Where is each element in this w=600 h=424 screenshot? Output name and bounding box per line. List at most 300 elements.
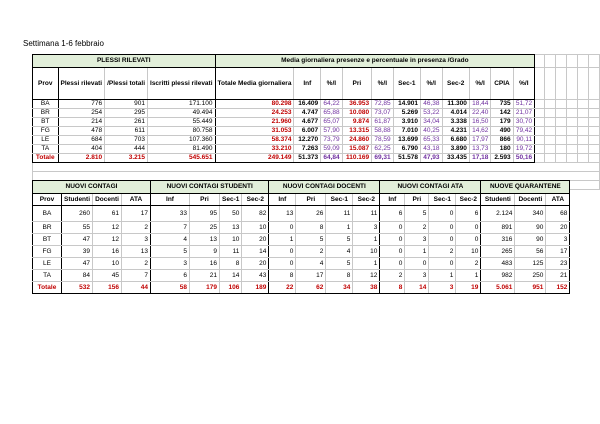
table-row (33, 270, 570, 282)
group-header-2: NUOVI CONTAGI DOCENTI (269, 181, 380, 194)
data-cell: 17 (296, 270, 326, 282)
data-cell: 13.315 (342, 127, 371, 136)
empty-cell (545, 154, 556, 163)
data-cell: 6 (151, 270, 190, 282)
group-header-4: NUOVE QUARANTENE (481, 181, 570, 194)
data-cell: 50 (220, 206, 242, 222)
contagi-group-row (33, 181, 570, 194)
data-cell: 43,18 (420, 145, 442, 154)
header-cell: %/I (469, 68, 491, 100)
data-cell: 47 (62, 258, 93, 270)
data-cell: 340 (515, 206, 546, 222)
data-cell: 152 (546, 282, 570, 294)
data-cell: 3 (353, 222, 380, 234)
data-cell: 7 (151, 222, 190, 234)
data-cell: 545.651 (148, 154, 216, 163)
data-cell: 21 (190, 270, 220, 282)
empty-cell (535, 154, 545, 163)
header-cell: Sec-1 (220, 194, 242, 206)
data-cell: 40,25 (420, 127, 442, 136)
empty-cell (578, 118, 589, 127)
data-cell: 17 (546, 246, 570, 258)
empty-cell (567, 109, 578, 118)
data-cell: 55 (62, 222, 93, 234)
data-cell: 2 (122, 258, 151, 270)
table-row (33, 246, 570, 258)
data-cell: 1 (353, 234, 380, 246)
row-label: BT (33, 118, 59, 127)
data-cell: 16 (93, 246, 122, 258)
data-cell: 3 (546, 234, 570, 246)
data-cell: 0 (456, 234, 481, 246)
empty-cell (556, 68, 567, 100)
empty-cell (588, 109, 599, 118)
data-cell: 4.747 (294, 109, 321, 118)
data-cell: 61,87 (372, 118, 394, 127)
data-cell: 82 (242, 206, 269, 222)
data-cell: 0 (269, 258, 296, 270)
data-cell: 62 (296, 282, 326, 294)
header-cell: Iscritti plessi rilevati (148, 68, 216, 100)
empty-cell (588, 118, 599, 127)
data-cell: 23 (546, 258, 570, 270)
data-cell: 4.231 (442, 127, 469, 136)
data-cell: 3 (405, 234, 429, 246)
data-cell: 61 (93, 206, 122, 222)
empty-cell (578, 100, 589, 109)
data-cell: 901 (105, 100, 148, 109)
empty-cell (556, 145, 567, 154)
data-cell: 982 (481, 270, 515, 282)
header-cell: Sec-1 (326, 194, 353, 206)
data-cell: 31.053 (215, 127, 294, 136)
data-cell: 11 (220, 246, 242, 258)
data-cell: 58 (151, 282, 190, 294)
data-cell: 8 (380, 282, 405, 294)
data-cell: 68 (546, 206, 570, 222)
data-cell: 4 (151, 234, 190, 246)
empty-cell (535, 68, 545, 100)
data-cell: 12 (93, 222, 122, 234)
table-row (33, 100, 600, 109)
data-cell: 14,62 (469, 127, 491, 136)
presenze-table (32, 54, 600, 190)
data-cell: 49.494 (148, 109, 216, 118)
data-cell: 13 (220, 222, 242, 234)
data-cell: 22,40 (469, 109, 491, 118)
table-row (33, 206, 570, 222)
row-label: TA (33, 270, 62, 282)
header-cell: CPIA (491, 68, 513, 100)
header-cell: Pri (296, 194, 326, 206)
media-presenze-header: Media giornaliera presenze e percentuale in presenza /Grado (215, 55, 535, 68)
header-cell: %/I (513, 68, 535, 100)
empty-cell (535, 109, 545, 118)
data-cell: 47,93 (420, 154, 442, 163)
empty-cell (578, 109, 589, 118)
data-cell: 90 (515, 222, 546, 234)
data-cell: 65,33 (420, 136, 442, 145)
data-cell: 44 (122, 282, 151, 294)
data-cell: 0 (429, 222, 456, 234)
data-cell: 4 (296, 258, 326, 270)
data-cell: 0 (456, 222, 481, 234)
empty-cell (545, 127, 556, 136)
data-cell: 65,88 (321, 109, 343, 118)
data-cell: 17,18 (469, 154, 491, 163)
header-cell: %/I (420, 68, 442, 100)
contagi-header-row (33, 194, 570, 206)
data-cell: 0 (429, 234, 456, 246)
data-cell: 6.680 (442, 136, 469, 145)
data-cell: 107.360 (148, 136, 216, 145)
empty-cell (545, 68, 556, 100)
data-cell: 21,07 (513, 109, 535, 118)
data-cell: 19 (456, 282, 481, 294)
data-cell: 30,70 (513, 118, 535, 127)
data-cell: 3.910 (393, 118, 420, 127)
data-cell: 0 (380, 222, 405, 234)
header-cell: Inf (151, 194, 190, 206)
data-cell: 26 (296, 206, 326, 222)
data-cell: 1 (326, 222, 353, 234)
data-cell: 250 (515, 270, 546, 282)
header-cell: Studenti (62, 194, 93, 206)
data-cell: 295 (105, 109, 148, 118)
data-cell: 33 (151, 206, 190, 222)
data-cell: 9.874 (342, 118, 371, 127)
data-cell: 12.270 (294, 136, 321, 145)
plessi-rilevati-header: PLESSI RILEVATI (33, 55, 216, 68)
data-cell: 19,72 (513, 145, 535, 154)
data-cell: 12 (353, 270, 380, 282)
data-cell: 0 (269, 246, 296, 258)
header-cell: Pri (342, 68, 371, 100)
data-cell: 8 (296, 222, 326, 234)
data-cell: 90,11 (513, 136, 535, 145)
row-label: BA (33, 100, 59, 109)
empty-cell (545, 118, 556, 127)
data-cell: 5.269 (393, 109, 420, 118)
header-cell: ATA (546, 194, 570, 206)
data-cell: 55.449 (148, 118, 216, 127)
data-cell: 684 (58, 136, 105, 145)
data-cell: 33.210 (215, 145, 294, 154)
data-cell: 2.593 (491, 154, 513, 163)
data-cell: 6.790 (393, 145, 420, 154)
header-cell: Sec-2 (456, 194, 481, 206)
empty-cell (588, 100, 599, 109)
header-cell: %/I (372, 68, 394, 100)
data-cell: 8 (269, 270, 296, 282)
data-cell: 2 (296, 246, 326, 258)
data-cell: 5 (326, 258, 353, 270)
data-cell: 13.699 (393, 136, 420, 145)
data-cell: 0 (429, 206, 456, 222)
empty-cell (578, 127, 589, 136)
empty-cell (588, 136, 599, 145)
data-cell: 12 (93, 234, 122, 246)
empty-cell (535, 136, 545, 145)
empty-cell (567, 68, 578, 100)
data-cell: 21.960 (215, 118, 294, 127)
data-cell: 73,79 (321, 136, 343, 145)
data-cell: 34 (326, 282, 353, 294)
row-label: BT (33, 234, 62, 246)
data-cell: 43 (242, 270, 269, 282)
data-cell: 180 (491, 145, 513, 154)
data-cell: 5 (296, 234, 326, 246)
data-cell: 4.014 (442, 109, 469, 118)
data-cell: 260 (62, 206, 93, 222)
data-cell: 18,44 (469, 100, 491, 109)
data-cell: 16 (190, 258, 220, 270)
data-cell: 3.890 (442, 145, 469, 154)
data-cell: 13 (190, 234, 220, 246)
table-row (33, 258, 570, 270)
data-cell: 891 (481, 222, 515, 234)
data-cell: 0 (429, 258, 456, 270)
data-cell: 189 (242, 282, 269, 294)
data-cell: 47 (62, 234, 93, 246)
header-cell: Studenti (481, 194, 515, 206)
data-cell: 214 (58, 118, 105, 127)
header-cell: /Plessi totali (105, 68, 148, 100)
data-cell: 62,25 (372, 145, 394, 154)
empty-cell (535, 100, 545, 109)
data-cell: 13 (269, 206, 296, 222)
data-cell: 16.409 (294, 100, 321, 109)
data-cell: 56 (515, 246, 546, 258)
header-cell: Totale Media giornaliera (215, 68, 294, 100)
table-row (33, 222, 570, 234)
header-cell: Prov (33, 68, 59, 100)
data-cell: 20 (242, 258, 269, 270)
data-cell: 22 (269, 282, 296, 294)
data-cell: 6 (380, 206, 405, 222)
header-cell: ATA (122, 194, 151, 206)
data-cell: 2 (429, 246, 456, 258)
header-cell: Pri (190, 194, 220, 206)
empty-cell (588, 68, 599, 100)
data-cell: 79,42 (513, 127, 535, 136)
data-cell: 2 (405, 222, 429, 234)
data-cell: 65,07 (321, 118, 343, 127)
empty-cell (578, 154, 589, 163)
table-row (33, 282, 570, 294)
data-cell: 2 (122, 222, 151, 234)
data-cell: 14.901 (393, 100, 420, 109)
data-cell: 51,72 (513, 100, 535, 109)
data-cell: 179 (190, 282, 220, 294)
table-row (33, 234, 570, 246)
data-cell: 125 (515, 258, 546, 270)
empty-cell (556, 109, 567, 118)
empty-cell (535, 127, 545, 136)
data-cell: 36.953 (342, 100, 371, 109)
group-header-3: NUOVI CONTAGI ATA (380, 181, 481, 194)
data-cell: 3.215 (105, 154, 148, 163)
data-cell: 106 (220, 282, 242, 294)
data-cell: 8 (220, 258, 242, 270)
data-cell: 7.010 (393, 127, 420, 136)
data-cell: 1 (429, 270, 456, 282)
data-cell: 2 (456, 258, 481, 270)
table-row (33, 145, 600, 154)
empty-cell (545, 100, 556, 109)
empty-cell (535, 118, 545, 127)
data-cell: 9 (190, 246, 220, 258)
data-cell: 6 (456, 206, 481, 222)
data-cell: 58.374 (215, 136, 294, 145)
data-cell: 10 (242, 222, 269, 234)
data-cell: 316 (481, 234, 515, 246)
row-label: BA (33, 206, 62, 222)
data-cell: 34,04 (420, 118, 442, 127)
data-cell: 866 (491, 136, 513, 145)
data-cell: 8 (326, 270, 353, 282)
data-cell: 5 (151, 246, 190, 258)
empty-cell (556, 118, 567, 127)
row-label: Totale (33, 282, 62, 294)
data-cell: 7.263 (294, 145, 321, 154)
data-cell: 478 (58, 127, 105, 136)
empty-cell (578, 136, 589, 145)
data-cell: 11 (326, 206, 353, 222)
data-cell: 735 (491, 100, 513, 109)
data-cell: 0 (405, 258, 429, 270)
data-cell: 21 (546, 270, 570, 282)
sheet-title: Settimana 1-6 febbraio (23, 39, 104, 48)
empty-cell (545, 136, 556, 145)
data-cell: 14 (242, 246, 269, 258)
table-row (33, 127, 600, 136)
data-cell: 2.124 (481, 206, 515, 222)
data-cell: 58,88 (372, 127, 394, 136)
data-cell: 4 (326, 246, 353, 258)
data-cell: 0 (380, 258, 405, 270)
data-cell: 46,38 (420, 100, 442, 109)
data-cell: 11.300 (442, 100, 469, 109)
data-cell: 20 (242, 234, 269, 246)
row-label: BR (33, 109, 59, 118)
empty-cell (567, 118, 578, 127)
data-cell: 17 (122, 206, 151, 222)
header-cell: Docenti (515, 194, 546, 206)
data-cell: 69,31 (372, 154, 394, 163)
data-cell: 64,22 (321, 100, 343, 109)
data-cell: 51.578 (393, 154, 420, 163)
table-row (33, 154, 600, 163)
row-label: TA (33, 145, 59, 154)
data-cell: 6.007 (294, 127, 321, 136)
data-cell: 50,16 (513, 154, 535, 163)
data-cell: 7 (122, 270, 151, 282)
data-cell: 39 (62, 246, 93, 258)
row-label: LE (33, 258, 62, 270)
data-cell: 80.298 (215, 100, 294, 109)
empty-cell (535, 145, 545, 154)
group-header-1: NUOVI CONTAGI STUDENTI (151, 181, 269, 194)
data-cell: 1 (405, 246, 429, 258)
data-cell: 4.677 (294, 118, 321, 127)
group-header-0: NUOVI CONTAGI (33, 181, 151, 194)
header-cell: Sec-2 (242, 194, 269, 206)
data-cell: 444 (105, 145, 148, 154)
data-cell: 81.490 (148, 145, 216, 154)
data-cell: 33.435 (442, 154, 469, 163)
data-cell: 110.169 (342, 154, 371, 163)
empty-cell (567, 154, 578, 163)
empty-cell (567, 136, 578, 145)
data-cell: 532 (62, 282, 93, 294)
data-cell: 57,90 (321, 127, 343, 136)
table-row (33, 136, 600, 145)
row-label: LE (33, 136, 59, 145)
data-cell: 72,85 (372, 100, 394, 109)
data-cell: 3 (405, 270, 429, 282)
row-label: FG (33, 246, 62, 258)
header-cell: Inf (294, 68, 321, 100)
data-cell: 64,84 (321, 154, 343, 163)
data-cell: 13,73 (469, 145, 491, 154)
empty-cell (588, 154, 599, 163)
empty-cell (567, 127, 578, 136)
data-cell: 1 (269, 234, 296, 246)
data-cell: 254 (58, 109, 105, 118)
data-cell: 90 (515, 234, 546, 246)
data-cell: 10 (456, 246, 481, 258)
empty-cell (578, 68, 589, 100)
data-cell: 404 (58, 145, 105, 154)
data-cell: 142 (491, 109, 513, 118)
empty-cell (556, 154, 567, 163)
data-cell: 13 (122, 246, 151, 258)
data-cell: 16,50 (469, 118, 491, 127)
header-cell: Sec-1 (429, 194, 456, 206)
data-cell: 0 (380, 246, 405, 258)
data-cell: 0 (380, 234, 405, 246)
data-cell: 171.100 (148, 100, 216, 109)
data-cell: 3 (429, 282, 456, 294)
data-cell: 265 (481, 246, 515, 258)
data-cell: 11 (353, 206, 380, 222)
row-label: FG (33, 127, 59, 136)
data-cell: 611 (105, 127, 148, 136)
empty-cell (556, 100, 567, 109)
header-cell: Sec-2 (442, 68, 469, 100)
row-label: Totale (33, 154, 59, 163)
data-cell: 156 (93, 282, 122, 294)
header-cell: Prov (33, 194, 62, 206)
data-cell: 24.860 (342, 136, 371, 145)
data-cell: 1 (353, 258, 380, 270)
table-row (33, 118, 600, 127)
data-cell: 95 (190, 206, 220, 222)
empty-cell (567, 145, 578, 154)
data-cell: 14 (220, 270, 242, 282)
contagi-table (32, 180, 570, 294)
empty-cell (545, 145, 556, 154)
data-cell: 776 (58, 100, 105, 109)
data-cell: 483 (481, 258, 515, 270)
presenze-header-row (33, 68, 600, 100)
header-cell: Plessi rilevati (58, 68, 105, 100)
data-cell: 59,09 (321, 145, 343, 154)
empty-cell (556, 136, 567, 145)
empty-cell (578, 145, 589, 154)
table-row (33, 109, 600, 118)
